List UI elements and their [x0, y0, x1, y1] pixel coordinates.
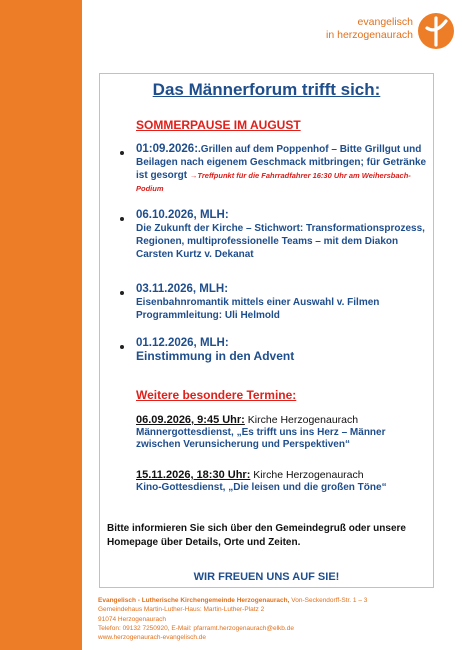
- special-event-place: Kirche Herzogenaurach: [244, 414, 359, 426]
- further-dates-heading: Weitere besondere Termine:: [136, 388, 297, 402]
- event-item-1: [136, 143, 432, 195]
- info-text: Bitte informieren Sie sich über den Gemeindegruß oder unsere Homepage über Details, Orte und Zeiten.: [107, 523, 406, 548]
- event-note: →Treffpunkt für die Fahrradfahrer 16:30 Uhr am Weihersbach-Podium: [136, 171, 411, 193]
- footer-address: [98, 596, 448, 642]
- event-item-4: [136, 337, 432, 363]
- special-event-description: Kino-Gottesdienst, „Die leisen und die großen Töne“: [136, 481, 387, 493]
- page-title: Das Männerforum trifft sich:: [152, 80, 381, 99]
- event-item-3: [136, 283, 432, 322]
- event-date: 06.10.2026, MLH:: [136, 209, 229, 221]
- summer-break-notice: SOMMERPAUSE IM AUGUST: [136, 118, 301, 132]
- event-text: Eisenbahnromantik mittels einer Auswahl v. Filmen Programmleitung: Uli Helmold: [136, 297, 380, 321]
- event-text: .Grillen auf dem Poppenhof – Bitte Grillgut und Beilagen nach eigenem Geschmack mitbringen; für Getränke ist gesorgt: [136, 144, 427, 181]
- special-event-1: [136, 413, 432, 452]
- event-text: Einstimmung in den Advent: [136, 349, 295, 363]
- event-item-2: [136, 209, 432, 261]
- footer-line-3: 91074 Herzogenaurach: [98, 615, 166, 623]
- footer-line-5: www.herzogenaurach-evangelisch.de: [98, 634, 207, 642]
- logo-line-2: in herzogenaurach: [326, 28, 413, 41]
- logo-text: [326, 16, 413, 41]
- cross-circle-icon: [417, 12, 455, 50]
- bullet-icon: [120, 217, 124, 221]
- bullet-icon: [120, 151, 124, 155]
- event-text: Die Zukunft der Kirche – Stichwort: Transformationsprozess, Regionen, multiprofessionelle Teams – mit dem Diakon Carsten Kurtz v. Dekanat: [136, 223, 425, 260]
- footer-line-2: Gemeindehaus Martin-Luther-Haus: Martin-Luther-Platz 2: [98, 606, 265, 614]
- event-date: 01.12.2026, MLH:: [136, 337, 229, 349]
- footer-org: Evangelisch - Lutherische Kirchengemeinde Herzogenaurach,: [98, 597, 290, 604]
- bullet-icon: [120, 345, 124, 349]
- special-event-description: Männergottesdienst, „Es trifft uns ins Herz – Männer zwischen Verunsicherung und Perspektiven“: [136, 426, 386, 450]
- footer-line-4: Telefon: 09132 7250920, E-Mail: pfarramt.herzogenaurach@elkb.de: [98, 624, 294, 632]
- special-event-2: [136, 468, 432, 494]
- church-logo: [315, 12, 455, 52]
- event-date: 03.11.2026, MLH:: [136, 283, 229, 295]
- event-date: 01:09.2026:: [136, 143, 199, 155]
- logo-line-1: evangelisch: [357, 16, 413, 28]
- orange-side-bar: [0, 0, 82, 650]
- special-event-date: 06.09.2026, 9:45 Uhr:: [136, 414, 245, 426]
- closing-message: WIR FREUEN UNS AUF SIE!: [193, 571, 340, 583]
- special-event-date: 15.11.2026, 18:30 Uhr:: [136, 469, 251, 481]
- footer-street: Von-Seckendorff-Str. 1 – 3: [289, 597, 368, 604]
- special-event-place: Kirche Herzogenaurach: [250, 469, 364, 481]
- bullet-icon: [120, 291, 124, 295]
